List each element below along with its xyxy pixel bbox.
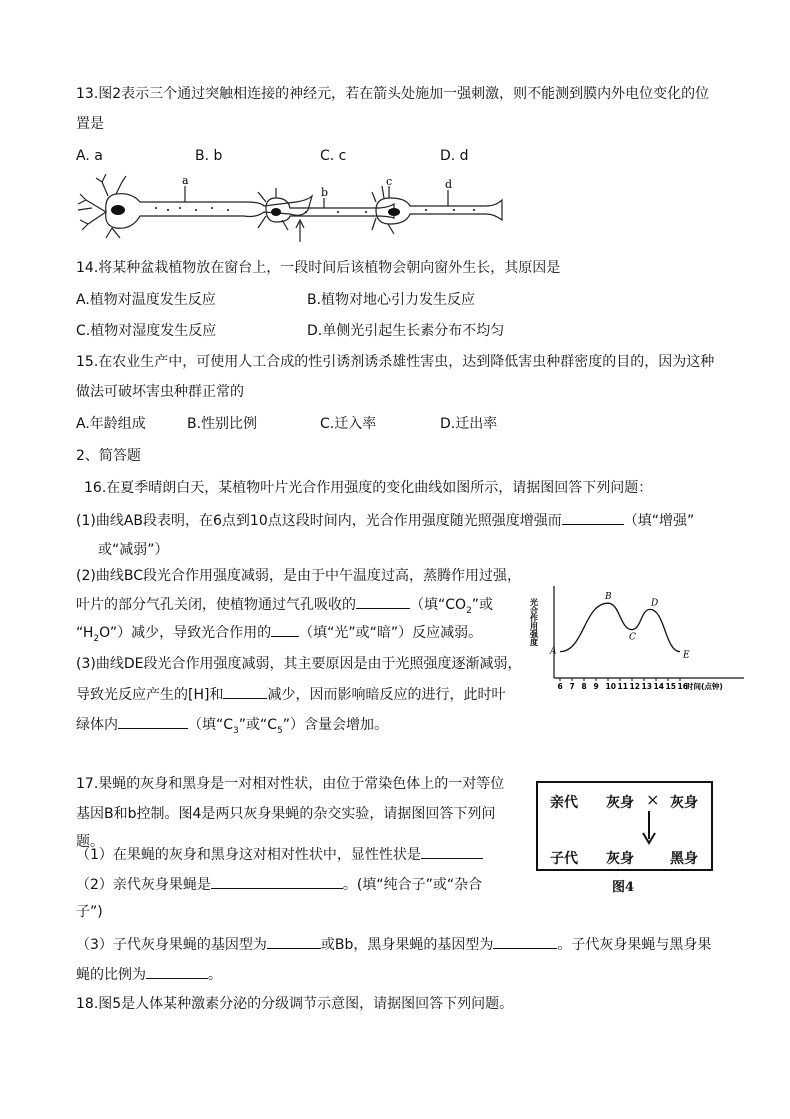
answer-blank[interactable] xyxy=(223,684,267,699)
q17-part1: （1）在果蝇的灰身和黑身这对相对性状中，显性性状是 xyxy=(76,844,483,865)
q16-part2-l3: “$H_2O$”）减少，导致光合作用的 （填“光”或“暗”）反应减弱。 xyxy=(76,622,482,649)
x-tick-label: 8 xyxy=(581,682,587,691)
section-heading: 2、简答题 xyxy=(76,448,141,464)
q16-stem: 16.在夏季晴朗白天，某植物叶片光合作用强度的变化曲线如图所示，请据图回答下列问题： xyxy=(84,480,653,496)
point-label-c: C xyxy=(629,632,636,643)
answer-blank[interactable] xyxy=(493,934,557,949)
x-tick-label: 7 xyxy=(569,682,575,691)
x-tick-label: 10 xyxy=(605,682,616,691)
chart-ylabel: 光合作用强度 xyxy=(530,598,539,646)
answer-blank[interactable] xyxy=(421,844,483,859)
q17-stem-l3: 题。 xyxy=(76,834,104,850)
q15-option-d: D.迁出率 xyxy=(440,416,498,432)
x-tick-label: 11 xyxy=(617,682,628,691)
q17-part3: （3）子代灰身果蝇的基因型为 或Bb，黑身果蝇的基因型为 。子代灰身果蝇与黑身果 xyxy=(76,934,711,955)
q17-part2: （2）亲代灰身果蝇是 。(填“纯合子”或“杂合 xyxy=(76,874,482,895)
answer-blank[interactable] xyxy=(356,594,410,609)
figure-caption: 图4 xyxy=(612,880,635,895)
q15-option-c: C.迁入率 xyxy=(320,416,377,432)
q13-option-b: B. b xyxy=(195,148,223,164)
x-tick-label: 16 xyxy=(677,682,688,691)
answer-blank[interactable] xyxy=(211,874,343,889)
q14-option-c: C.植物对湿度发生反应 xyxy=(76,323,217,339)
q16-part1: (1)曲线AB段表明，在6点到10点这段时间内，光合作用强度随光照强度增强而 （填“增强” xyxy=(76,510,694,531)
q15-stem: 15.在农业生产中，可使用人工合成的性引诱剂诱杀雄性害虫，达到降低害虫种群密度的目的，因为这种 xyxy=(76,354,715,370)
q15-option-b: B.性别比例 xyxy=(187,416,258,432)
label-c: c xyxy=(386,175,393,188)
parent-label: 亲代 xyxy=(550,795,578,811)
q17-part2-cont: 子”) xyxy=(76,904,103,920)
x-tick-label: 9 xyxy=(593,682,599,691)
child1: 灰身 xyxy=(606,851,634,867)
child2: 黑身 xyxy=(670,851,698,867)
child-label: 子代 xyxy=(550,851,578,867)
parent2: 灰身 xyxy=(670,795,698,811)
q14-option-d: D.单侧光引起生长素分布不均匀 xyxy=(307,323,505,339)
q15-stem-cont: 做法可破坏害虫种群正常的 xyxy=(76,384,244,400)
chart-curve xyxy=(560,603,680,651)
q16-part1-cont: 或“减弱”） xyxy=(98,542,169,558)
answer-blank[interactable] xyxy=(267,934,321,949)
answer-blank[interactable] xyxy=(146,964,208,979)
q16-part2-l1: (2)曲线BC段光合作用强度减弱，是由于中午温度过高，蒸腾作用过强， xyxy=(76,568,521,584)
x-tick-label: 15 xyxy=(665,682,676,691)
q15-option-a: A.年龄组成 xyxy=(76,416,146,432)
answer-blank[interactable] xyxy=(562,510,624,525)
answer-blank[interactable] xyxy=(118,714,188,729)
x-tick-label: 6 xyxy=(557,682,563,691)
x-tick-label: 12 xyxy=(629,682,640,691)
q16-part2-l2: 叶片的部分气孔关闭，使植物通过气孔吸收的 （填“$CO_2$”或 xyxy=(76,594,493,621)
arrow-down-icon xyxy=(642,811,656,845)
cross-symbol: × xyxy=(646,790,660,809)
q14-option-a: A.植物对温度发生反应 xyxy=(76,292,216,308)
q16-part3-l2: 导致光反应产生的[H]和 减少，因而影响暗反应的进行，此时叶 xyxy=(76,684,505,705)
q13-stem: 13.图2表示三个通过突触相连接的神经元，若在箭头处施加一强刺激，则不能测到膜内外电位变化的位 xyxy=(76,86,710,102)
chart-xlabel: 时间(点钟) xyxy=(686,682,723,691)
photosynthesis-chart xyxy=(530,582,746,692)
x-tick-label: 13 xyxy=(641,682,652,691)
x-tick-label: 14 xyxy=(653,682,664,691)
label-b: b xyxy=(321,186,329,199)
point-label-a: A xyxy=(550,646,557,657)
q13-stem-cont: 置是 xyxy=(76,116,104,132)
neuron-diagram xyxy=(76,172,506,244)
q14-stem: 14.将某种盆栽植物放在窗台上，一段时间后该植物会朝向窗外生长，其原因是 xyxy=(76,260,561,276)
parent1: 灰身 xyxy=(606,795,634,811)
q17-part3-cont: 蝇的比例为 。 xyxy=(76,964,222,985)
label-d: d xyxy=(445,178,453,191)
q16-part3-l3: 绿体内 （填“$C_3$”或“$C_5$”）含量会增加。 xyxy=(76,714,388,741)
q14-option-b: B.植物对地心引力发生反应 xyxy=(307,292,476,308)
point-label-e: E xyxy=(683,650,690,661)
q16-part3-l1: (3)曲线DE段光合作用强度减弱，其主要原因是由于光照强度逐渐减弱， xyxy=(76,656,522,672)
answer-blank[interactable] xyxy=(271,622,299,637)
q13-option-d: D. d xyxy=(440,148,469,164)
q17-stem-l2: 基因B和b控制。图4是两只灰身果蝇的杂交实验，请据图回答下列问 xyxy=(76,806,496,822)
cross-diagram xyxy=(536,781,713,871)
q17-stem-l1: 17.果蝇的灰身和黑身是一对相对性状，由位于常染色体上的一对等位 xyxy=(76,776,505,792)
q13-option-a: A. a xyxy=(76,148,103,164)
point-label-d: D xyxy=(651,598,659,609)
q18-stem: 18.图5是人体某种激素分泌的分级调节示意图，请据图回答下列问题。 xyxy=(76,996,514,1012)
label-a: a xyxy=(182,174,189,187)
q13-option-c: C. c xyxy=(320,148,347,164)
point-label-b: B xyxy=(605,592,612,603)
